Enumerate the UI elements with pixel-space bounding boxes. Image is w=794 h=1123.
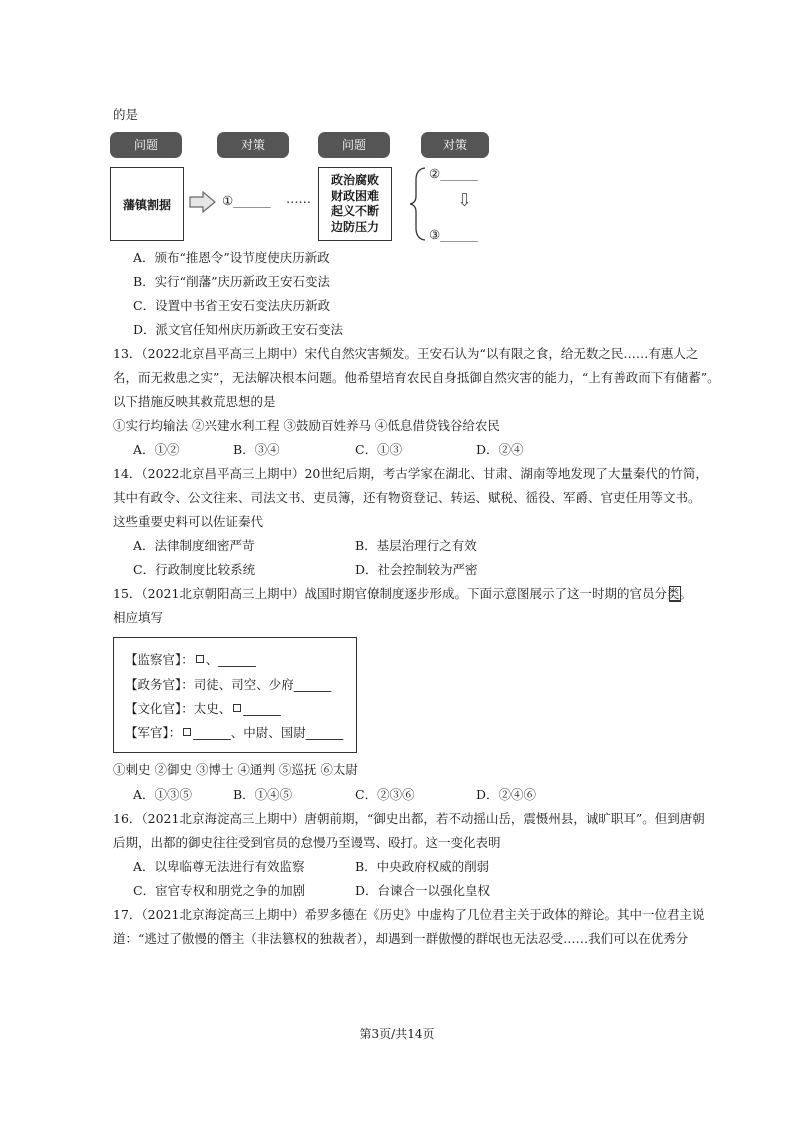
q15-stem-line: 15．（2021北京朝阳高三上期中）战国时期官僚制度逐步形成。下面示意图展示了这一时期的官员分类。: [113, 586, 692, 601]
flow-problem-text-2: [319, 173, 391, 235]
blank-box-icon: [669, 586, 681, 602]
flow-problem-line: 起义不断: [330, 204, 379, 218]
blank-square-icon: [183, 728, 191, 736]
brace-icon: [408, 166, 430, 242]
q17-stem-line: 17．（2021北京海淀高三上期中）希罗多德在《历史》中虚构了几位君主关于政体的辩论。其中一位君主说: [113, 907, 705, 922]
q14-option-c: C．行政制度比较系统: [133, 562, 256, 577]
q13-option-b: B．③④: [233, 442, 280, 457]
q15-row-value: ______、中尉、国尉______: [193, 725, 344, 740]
q15-row-cultural: [125, 701, 281, 717]
q15-row-supervisory: [125, 652, 256, 668]
q16-option-c: C．宦官专权和朋党之争的加剧: [133, 883, 306, 898]
q12-option-c: C．设置中书省王安石变法庆历新政: [133, 298, 331, 313]
q16-stem-line: 16．（2021北京海淀高三上期中）唐朝前期，“御史出都，若不动摇山岳，震慑州县，诚旷职耳”。但到唐朝: [113, 811, 705, 826]
q13-option-d: D．②④: [476, 442, 524, 457]
q16-option-a: A．以卑临尊无法进行有效监察: [133, 859, 305, 874]
q15-row-value: 、______: [205, 652, 256, 667]
q15-row-label: 【监察官】：: [125, 652, 194, 667]
q16-stem-line: 后期，出都的御史往往受到官员的怠慢乃至谩骂、殴打。这一变化表明: [113, 835, 501, 850]
flow-blank-3: ③______: [429, 227, 478, 242]
q13-stem-line: 以下措施反映其救荒思想的是: [113, 394, 276, 409]
q16-option-b: B．中央政府权威的削弱: [355, 859, 490, 874]
flow-header-problem-1: 问题: [110, 132, 182, 158]
q15-row-value: ______: [243, 701, 281, 716]
flow-header-problem-2: 问题: [318, 132, 390, 158]
q15-row-label: 【军官】：: [125, 725, 182, 740]
flow-problem-text-1: 藩镇割据: [122, 198, 171, 212]
flow-problem-line: 边防压力: [330, 219, 379, 234]
blank-square-icon: [233, 704, 241, 712]
flow-problem-line: 财政困难: [330, 188, 379, 203]
q15-option-c: C．②③⑥: [355, 787, 415, 802]
q13-option-a: A．①②: [133, 442, 180, 457]
q14-stem-line: 这些重要史料可以佐证秦代: [113, 514, 264, 529]
flow-blank-1: ①______: [222, 193, 271, 208]
q13-items: ①实行均输法 ②兴建水利工程 ③鼓励百姓养马 ④低息借贷钱谷给农民: [113, 418, 500, 433]
q15-option-d: D．②④⑥: [476, 787, 537, 802]
question-intro-tail: 的是: [113, 107, 139, 122]
flow-problem-box-2: [318, 167, 392, 241]
q14-stem-line: 14．（2022北京昌平高三上期中）20世纪后期，考古学家在湖北、甘肃、湖南等地发现了大量秦代的竹简，: [113, 466, 708, 481]
flow-ellipsis: ……: [286, 191, 311, 206]
right-arrow-icon: [189, 191, 217, 213]
page-number: 第3页/共14页: [359, 1027, 435, 1041]
down-arrow-icon: ⇩: [457, 190, 473, 211]
q13-stem-line: 名，而无救患之实”，无法解决根本问题。他希望培育农民自身抵御自然灾害的能力，“上有善政而下有储蓄”。: [113, 370, 720, 385]
q14-option-a: A．法律制度细密严苛: [133, 538, 255, 553]
q12-option-b: B．实行“削藩”庆历新政王安石变法: [133, 274, 330, 289]
q14-option-b: B．基层治理行之有效: [355, 538, 477, 553]
q15-option-b: B．①④⑤: [233, 787, 293, 802]
q15-stem-line: 相应填写: [113, 610, 164, 625]
q12-option-a: A．颁布“推恩令”设节度使庆历新政: [133, 250, 330, 265]
flow-header-solution-2: 对策: [421, 132, 489, 158]
blank-square-icon: [196, 655, 204, 663]
flow-blank-2: ②______: [429, 166, 478, 181]
flow-problem-box-1: [110, 167, 184, 241]
q15-row-label: 【文化官】：太史、: [125, 701, 232, 716]
q15-row-administrative: 【政务官】：司徒、司空、少府______: [125, 677, 332, 692]
q15-items: ①刺史 ②御史 ③博士 ④通判 ⑤巡抚 ⑥太尉: [113, 762, 358, 777]
q16-option-d: D．台谏合一以强化皇权: [355, 883, 491, 898]
flow-problem-line: 政治腐败: [330, 173, 379, 187]
flow-header-solution-1: 对策: [217, 132, 289, 158]
q14-stem-line: 其中有政令、公文往来、司法文书、吏员簿，还有物资登记、转运、赋税、徭役、军爵、官吏任用等文书。: [113, 490, 701, 505]
q15-option-a: A．①③⑤: [133, 787, 193, 802]
q13-stem-line: 13．（2022北京昌平高三上期中）宋代自然灾害频发。王安石认为“以有限之食，给无数之民……有惠人之: [113, 346, 699, 361]
q14-option-d: D．社会控制较为严密: [355, 562, 478, 577]
q17-stem-line: 道：“逃过了傲慢的僭主（非法篡权的独裁者），却遇到一群傲慢的群氓也无法忍受……我们可以在优秀分: [113, 931, 689, 946]
q13-option-c: C．①③: [355, 442, 403, 457]
q12-option-d: D．派文官任知州庆历新政王安石变法: [133, 322, 344, 337]
q15-row-military: [125, 725, 343, 741]
